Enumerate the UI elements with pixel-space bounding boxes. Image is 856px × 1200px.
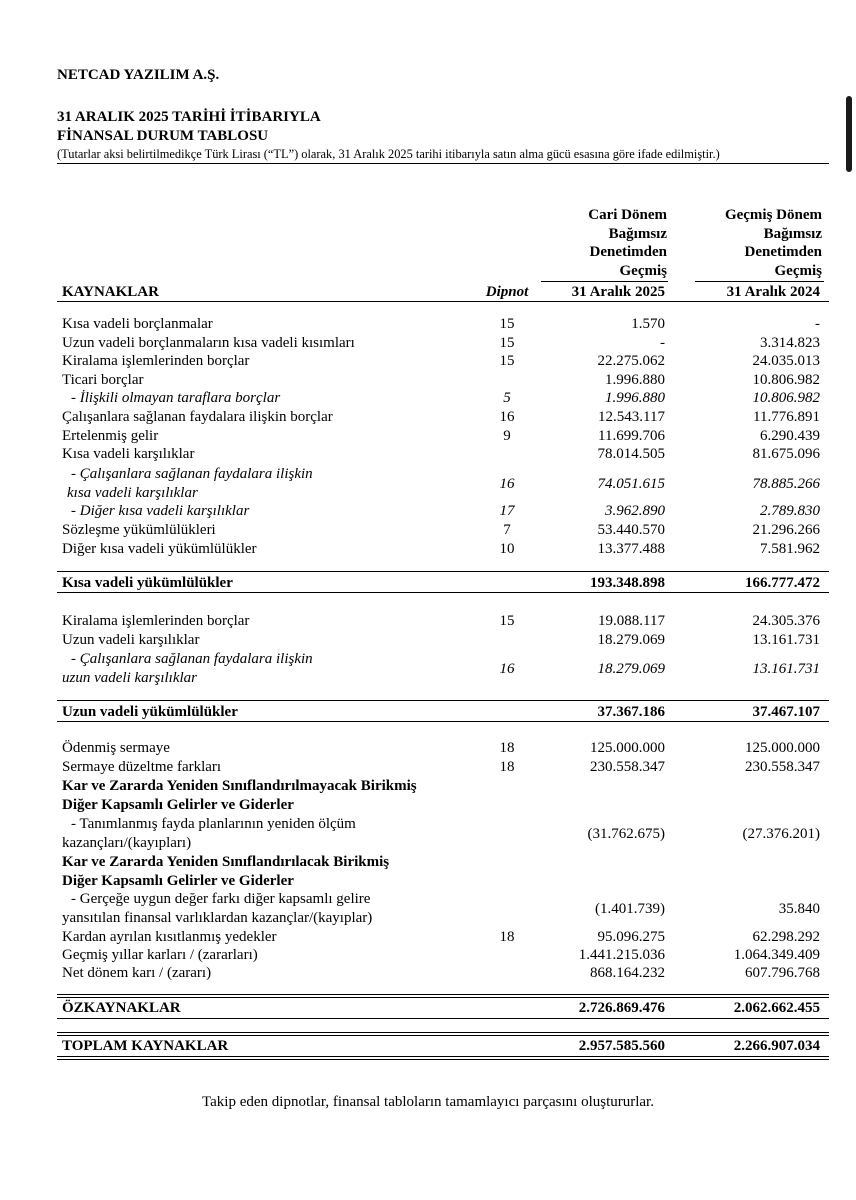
section-heading: Kar ve Zararda Yeniden Sınıflandırılacak Birikmiş Diğer Kapsamlı Gelirler ve Giderler xyxy=(62,854,390,889)
footnote: Takip eden dipnotlar, finansal tabloların tamamlayıcı parçasını oluştururlar. xyxy=(202,1094,654,1110)
double-rule-top xyxy=(57,1032,829,1033)
double-rule-top xyxy=(57,997,829,998)
table-row: - Tanımlanmış fayda planlarının yeniden ölçüm kazançları/(kayıpları) (31.762.675) (27.376.201) xyxy=(62,816,820,851)
double-rule-top xyxy=(57,994,829,995)
underline-prior-head xyxy=(695,281,824,282)
statement-title: FİNANSAL DURUM TABLOSU xyxy=(57,128,269,144)
table-row: - Gerçeğe uygun değer farkı diğer kapsamlı gelire yansıtılan finansal varlıklardan kazançlar/(kayıplar) (1.401.739) 35.840 xyxy=(62,891,820,926)
table-row: - Çalışanlara sağlanan faydalara ilişkin kısa vadeli karşılıklar 16 74.051.615 78.885.266 xyxy=(67,466,820,501)
double-rule-bottom xyxy=(57,1059,829,1060)
column-header-prior: Geçmiş Dönem Bağımsız Denetimden Geçmiş xyxy=(724,207,822,279)
double-rule-bottom xyxy=(57,1056,829,1057)
currency-note: (Tutarlar aksi belirtilmedikçe Türk Lirası (“TL”) olarak, 31 Aralık 2025 tarihi itibarıyla satın alma gücü esasına göre ifade edilmiştir.) xyxy=(57,147,829,164)
column-header-current: Cari Dönem Bağımsız Denetimden Geçmiş xyxy=(588,207,667,279)
rule-below-total xyxy=(57,721,829,722)
section-heading: Kar ve Zararda Yeniden Sınıflandırılmayacak Birikmiş Diğer Kapsamlı Gelirler ve Giderler xyxy=(62,778,417,813)
table-row: - Çalışanlara sağlanan faydalara ilişkin uzun vadeli karşılıklar 16 18.279.069 13.161.731 xyxy=(62,651,820,686)
scrollbar-thumb[interactable] xyxy=(846,96,852,172)
rule-below-total xyxy=(57,592,829,593)
company-name: NETCAD YAZILIM A.Ş. xyxy=(57,67,220,83)
header-rule xyxy=(57,301,829,302)
rule-above-total xyxy=(57,571,829,572)
rule-above-total xyxy=(57,700,829,701)
rule-below-total xyxy=(57,1018,829,1019)
statement-date-title: 31 ARALIK 2025 TARİHİ İTİBARIYLA xyxy=(57,109,321,125)
underline-current-head xyxy=(541,281,668,282)
double-rule-top xyxy=(57,1035,829,1036)
